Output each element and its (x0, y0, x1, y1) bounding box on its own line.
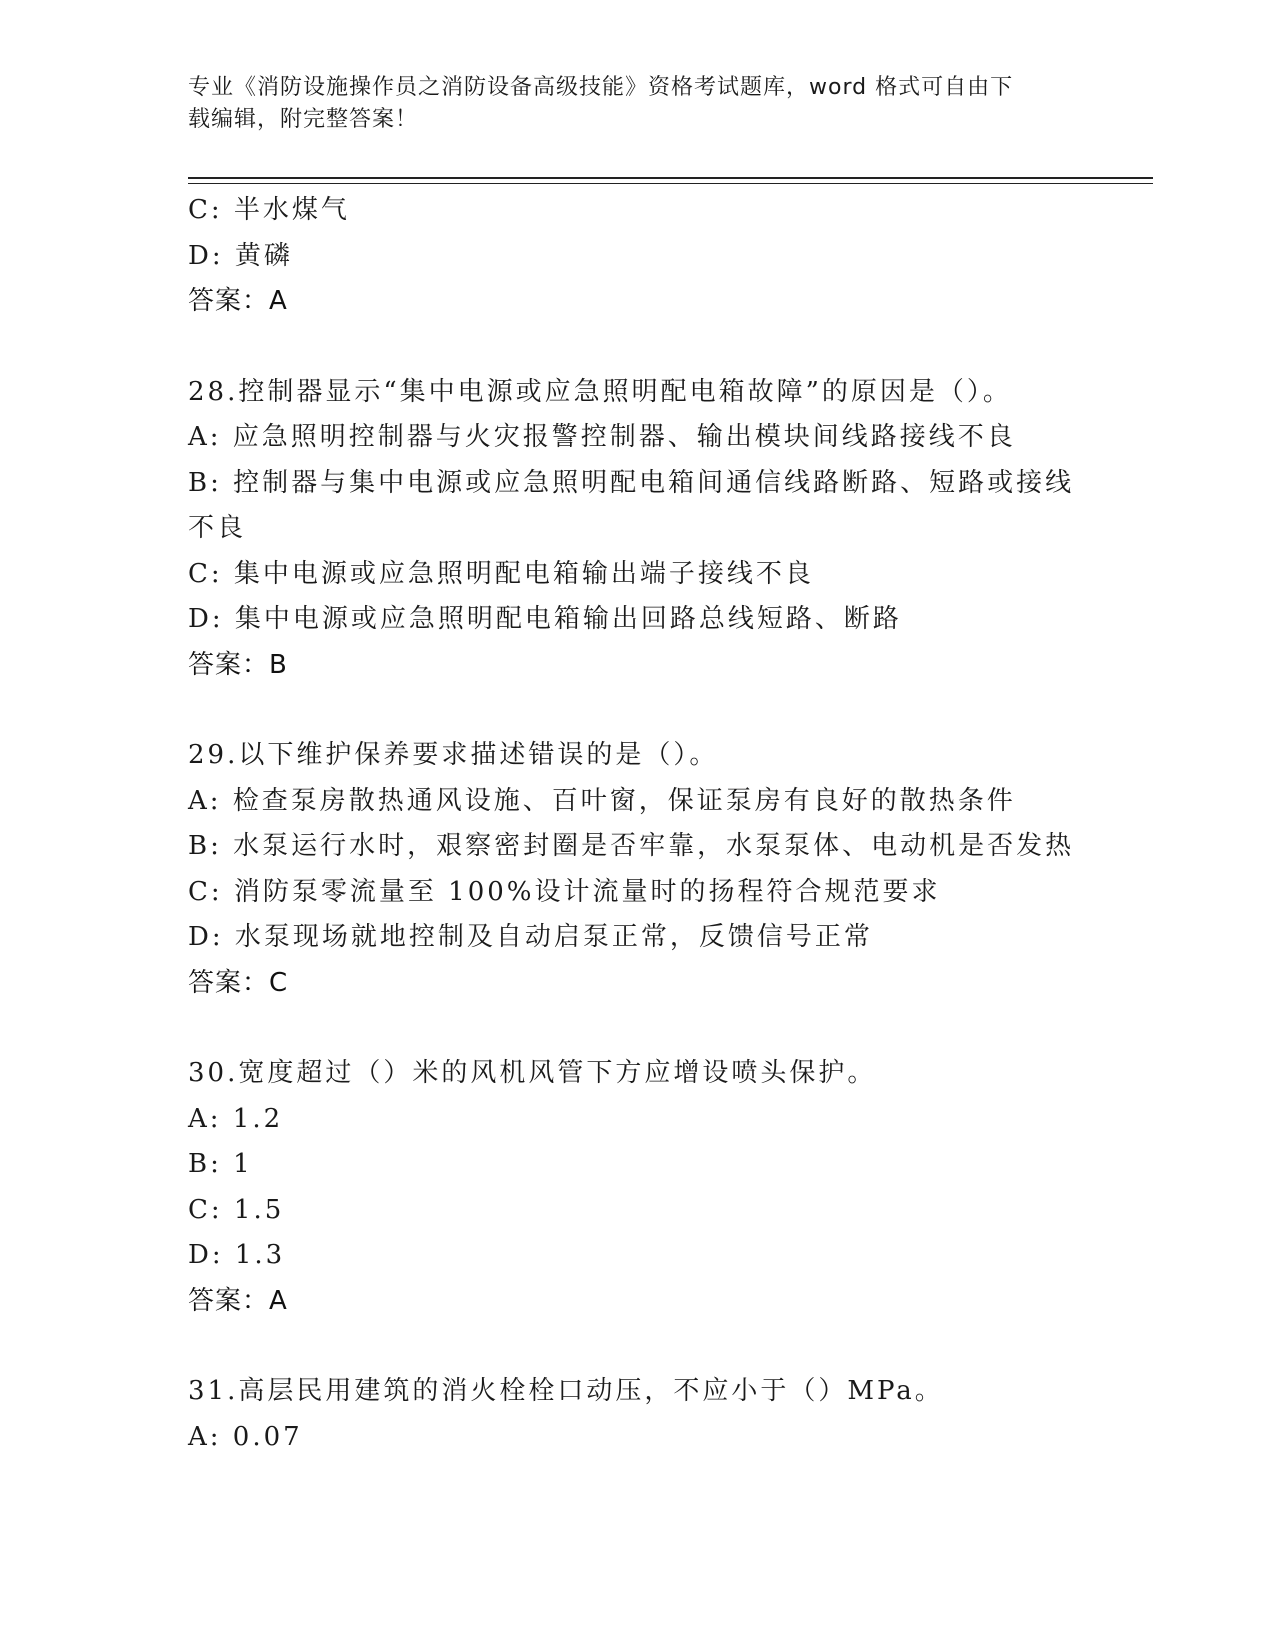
option-c: C: 消防泵零流量至 100%设计流量时的扬程符合规范要求 (188, 876, 941, 907)
header-rule-thick (188, 177, 1153, 179)
option-a: A: 应急照明控制器与火灾报警控制器、输出模块间线路接线不良 (188, 422, 1016, 452)
header-line-2: 载编辑，附完整答案！ (188, 107, 419, 132)
header-line-1: 专业《消防设施操作员之消防设备高级技能》资格考试题库，word 格式可自由下 (188, 75, 1014, 100)
spacer (188, 1006, 1088, 1051)
option-b: B: 1 (188, 1149, 253, 1179)
option-c: C: 集中电源或应急照明配电箱输出端子接线不良 (188, 558, 814, 589)
option-b: B: 水泵运行水时，艰察密封圈是否牢靠，水泵泵体、电动机是否发热 (188, 831, 1075, 861)
option-d: D: 集中电源或应急照明配电箱输出回路总线短路、断路 (188, 604, 902, 634)
question-31 (188, 1369, 1088, 1460)
page-header (188, 72, 1068, 136)
spacer (188, 1324, 1088, 1369)
answer-label: 答案：A (188, 286, 288, 316)
option-a: A: 1.2 (188, 1103, 284, 1134)
option-a: A: 0.07 (188, 1421, 303, 1452)
question-stem: 30.宽度超过（）米的风机风管下方应增设喷头保护。 (188, 1058, 877, 1088)
option-d: D: 1.3 (188, 1240, 286, 1270)
answer-label: 答案：A (188, 1285, 288, 1316)
spacer (188, 688, 1088, 733)
question-stem: 31.高层民用建筑的消火栓栓口动压，不应小于（）MPa。 (188, 1376, 944, 1406)
option-d: D: 水泵现场就地控制及自动启泵正常，反馈信号正常 (188, 922, 873, 952)
question-content (188, 188, 1088, 1460)
option-c: C: 1.5 (188, 1194, 285, 1225)
header-rule-thin (188, 183, 1153, 184)
question-27-tail (188, 188, 1088, 325)
option-d: D: 黄磷 (188, 240, 293, 271)
option-b: B: 控制器与集中电源或应急照明配电箱间通信线路断路、短路或接线 (188, 467, 1075, 498)
question-28 (188, 370, 1088, 689)
option-c: C: 半水煤气 (188, 195, 350, 225)
spacer (188, 325, 1088, 370)
answer-label: 答案：B (188, 649, 288, 680)
question-stem: 29.以下维护保养要求描述错误的是（）。 (188, 740, 719, 770)
question-29 (188, 733, 1088, 1006)
answer-label: 答案：C (188, 967, 289, 998)
question-30 (188, 1051, 1088, 1324)
question-stem: 28.控制器显示“集中电源或应急照明配电箱故障”的原因是（）。 (188, 376, 1012, 407)
option-b-continued: 不良 (188, 513, 247, 543)
option-a: A: 检查泵房散热通风设施、百叶窗，保证泵房有良好的散热条件 (188, 785, 1016, 816)
